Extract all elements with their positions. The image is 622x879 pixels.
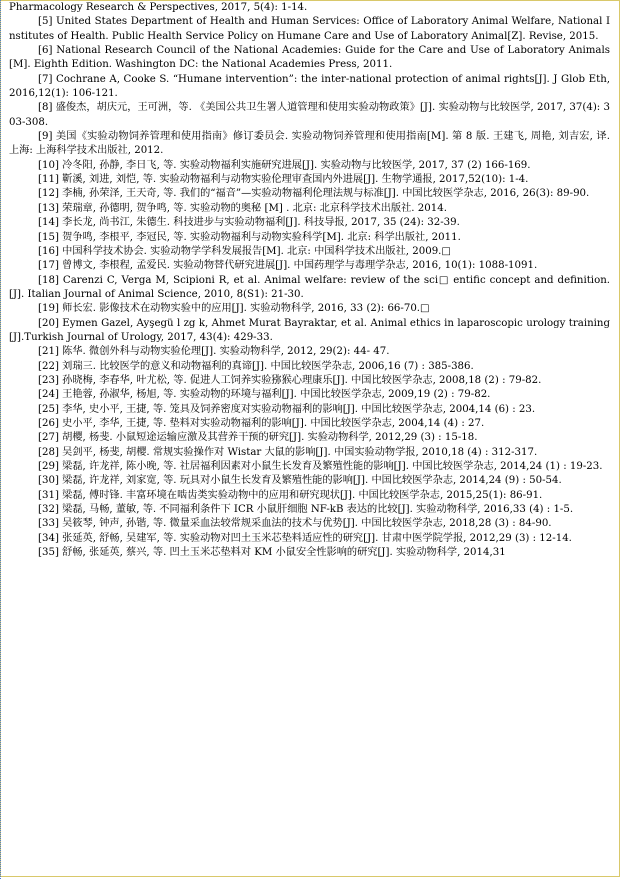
reference-22: [22] 刘瑞三. 比较医学的意义和动物福利的真谛[J]. 中国比较医学杂志, 2006,16 (7) : 385-386. bbox=[38, 360, 474, 372]
reference-25: [25] 李华, 史小平, 王捷, 等. 笼具及饲养密度对实验动物福利的影响[J]. 中国比较医学杂志, 2004,14 (6) : 23. bbox=[38, 403, 536, 415]
reference-17: [17] 曾博文, 李根程, 孟爱民. 实验动物替代研究进展[J]. 中国药理学与毒理学杂志, 2016, 10(1): 1088-1091. bbox=[38, 260, 538, 272]
reference-27: [27] 胡樱, 杨斐. 小鼠短途运输应激及其营养干预的研究[J]. 实验动物科学, 2012,29 (3) : 15-18. bbox=[38, 432, 478, 444]
reference-31: [31] 梁磊, 傅时锋. 丰富环境在啮齿类实验动物中的应用和研究现状[J]. 中国比较医学杂志, 2015,25(1): 86-91. bbox=[38, 489, 543, 501]
left-margin-guide bbox=[0, 0, 3, 879]
reference-continuation: Pharmacology Research & Perspectives, 2017, 5(4): 1-14. bbox=[9, 2, 308, 13]
reference-5: [5] United States Department of Health and Human Services: Office of Laboratory Animal Welfare, National Institutes of Health. Public Health Service Policy on Humane Care and Use of Laboratory Animal[Z]. Revise, 2015. bbox=[9, 16, 610, 42]
reference-16: [16] 中国科学技术协会. 实验动物学学科发展报告[M]. 北京: 中国科学技术出版社, 2009.□ bbox=[38, 245, 452, 257]
reference-12: [12] 李楠, 孙荣泽, 王天奇, 等. 我们的“福音”—实验动物福利伦理法规与标准[J]. 中国比较医学杂志, 2016, 26(3): 89-90. bbox=[38, 188, 590, 200]
reference-15: [15] 贺争鸣, 李根平, 李冠民, 等. 实验动物福利与动物实验科学[M]. 北京: 科学出版社, 2011. bbox=[38, 231, 461, 243]
reference-19: [19] 师长宏. 影像技术在动物实验中的应用[J]. 实验动物科学, 2016, 33 (2): 66-70.□ bbox=[38, 303, 430, 315]
reference-13: [13] 荣瑞章, 孙德明, 贺争鸣, 等. 实验动物的奥秘 [M] . 北京: 北京科学技术出版社. 2014. bbox=[38, 202, 447, 214]
reference-26: [26] 史小平, 李华, 王捷, 等. 垫料对实验动物福利的影响[J]. 中国比较医学杂志, 2004,14 (4) : 27. bbox=[38, 417, 485, 429]
reference-18: [18] Carenzi C, Verga M, Scipioni R, et al. Animal welfare: review of the sci□ entific concept and definition.[J]. Italian Journal of Animal Science, 2010, 8(S1): 21-30. bbox=[9, 274, 610, 300]
reference-8: [8] 盛俊杰，胡庆元，王可洲，等. 《美国公共卫生署人道管理和使用实验动物政策》[J]. 实验动物与比较医学, 2017, 37(4): 303-308. bbox=[9, 102, 610, 128]
reference-9: [9] 美国《实验动物饲养管理和使用指南》修订委员会. 实验动物饲养管理和使用指南[M]. 第 8 版. 王建飞, 周艳, 刘吉宏, 译. 上海: 上海科学技术出版社, 2012. bbox=[9, 131, 610, 157]
reference-14: [14] 李长龙, 尚书江, 朱德生. 科技进步与实验动物福利[J]. 科技导报, 2017, 35 (24): 32-39. bbox=[38, 217, 460, 229]
reference-34: [34] 张延英, 舒畅, 吴建军, 等. 实验动物对凹土玉米芯垫料适应性的研究[J]. 甘肃中医学院学报, 2012,29 (3) : 12-14. bbox=[38, 532, 572, 544]
reference-30: [30] 梁磊, 许龙祥, 刘家宽, 等. 玩具对小鼠生长发育及繁殖性能的影响[J]. 中国比较医学杂志, 2014,24 (9) : 50-54. bbox=[38, 475, 562, 487]
reference-10: [10] 冷冬阳, 孙静, 李日飞, 等. 实验动物福利实施研究进展[J]. 实验动物与比较医学, 2017, 37 (2) 166-169. bbox=[38, 159, 531, 171]
reference-29: [29] 梁磊, 许龙祥, 陈小晚, 等. 社居福利因素对小鼠生长发育及繁殖性能的影响[J]. 中国比较医学杂志, 2014,24 (1) : 19-23. bbox=[38, 461, 603, 472]
reference-7: [7] Cochrane A, Cooke S. “Humane intervention”: the inter-national protection of animal rights[J]. J Glob Eth, 2016,12(1): 106-121. bbox=[9, 73, 610, 100]
reference-list bbox=[9, 1, 610, 560]
reference-35: [35] 舒畅, 张延英, 蔡兴, 等. 凹土玉米芯垫料对 KM 小鼠安全性影响的研究[J]. 实验动物科学, 2014,31 bbox=[38, 547, 506, 559]
reference-20: [20] Eymen Gazel, Ayşegü l zg k, Ahmet Murat Bayraktar, et al. Animal ethics in laparoscopic urology training[J].Turkish Journal of Urology, 2017, 43(4): 429-33. bbox=[9, 317, 610, 343]
reference-28: [28] 吴剑平, 杨斐, 胡樱. 常规实验操作对 Wistar 大鼠的影响[J]. 中国实验动物学报, 2010,18 (4) : 312-317. bbox=[38, 446, 538, 458]
reference-33: [33] 吴筱琴, 钟声, 孙锴, 等. 微量采血法较常规采血法的技术与优势[J]. 中国比较医学杂志, 2018,28 (3) : 84-90. bbox=[38, 518, 552, 530]
reference-6: [6] National Research Council of the National Academies: Guide for the Care and Use of Laboratory Animals [M]. Eighth Edition. Washington DC: the National Academies Press, 2011. bbox=[9, 45, 610, 71]
reference-11: [11] 靳溪, 刘进, 刘恺, 等. 实验动物福利与动物实验伦理审查国内外进展[J]. 生物学通报, 2017,52(10): 1-4. bbox=[38, 174, 529, 186]
reference-24: [24] 王艳蓉, 孙淑华, 杨旭, 等. 实验动物的环境与福利[J]. 中国比较医学杂志, 2009,19 (2) : 79-82. bbox=[38, 389, 491, 401]
reference-23: [23] 孙晓梅, 李春华, 叶尤松, 等. 促进人工饲养实验猕猴心理康乐[J]. 中国比较医学杂志, 2008,18 (2) : 79-82. bbox=[38, 374, 542, 386]
reference-32: [32] 梁磊, 马畅, 董敏, 等. 不同福利条件下 ICR 小鼠肝细胞 NF-kB 表达的比较[J]. 实验动物科学, 2016,33 (4) : 1-5. bbox=[38, 504, 574, 516]
reference-21: [21] 陈华. 微创外科与动物实验伦理[J]. 实验动物科学, 2012, 29(2): 44- 47. bbox=[38, 346, 390, 358]
